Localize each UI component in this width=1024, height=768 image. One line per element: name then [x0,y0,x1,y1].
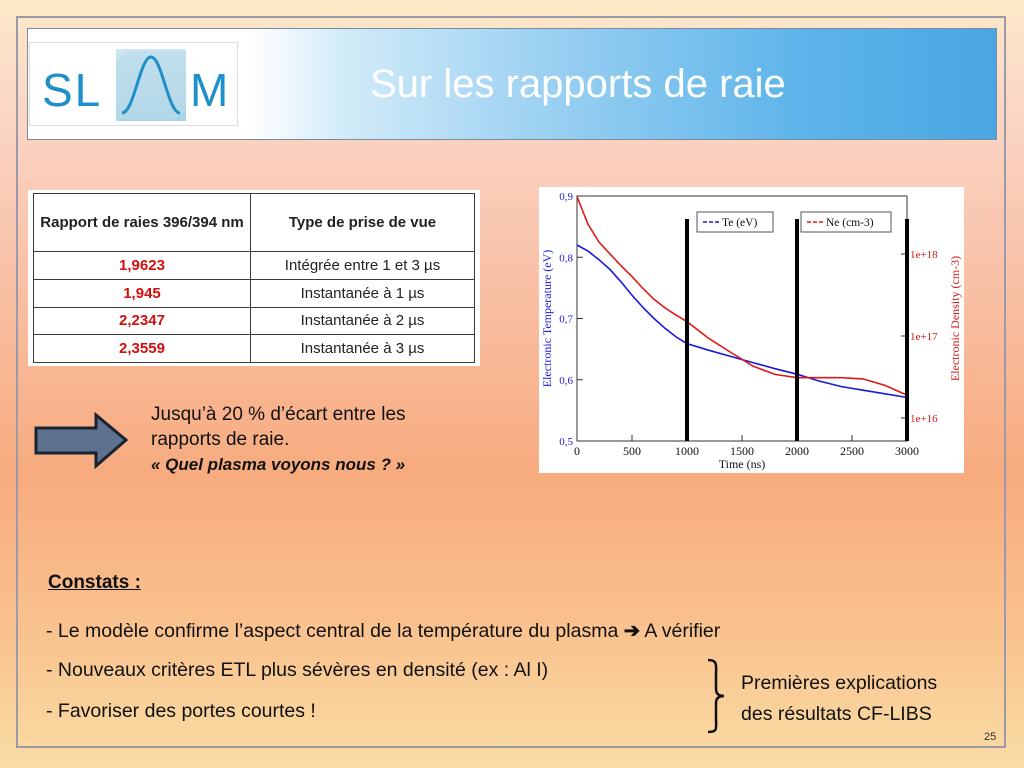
table-cell-ratio: 1,9623 [34,252,251,280]
note-line-1: Jusqu’à 20 % d’écart entre les [151,404,406,425]
x-tick-label: 2500 [840,444,864,458]
note-question: « Quel plasma voyons nous ? » [151,455,406,474]
y2-tick-label: 1e+16 [910,413,938,425]
y-tick-label: 0,6 [559,374,573,387]
slim-logo [29,42,238,126]
right-arrow-icon [34,412,129,470]
right-brace-icon [704,657,730,735]
note-line-2: rapports de raie. [151,429,290,450]
page-number: 25 [984,731,997,743]
y-tick-label: 0,9 [559,191,573,203]
table-header-ratio: Rapport de raies 396/394 nm [34,194,251,252]
series-line [577,245,907,398]
constat-line-1-suffix: A vérifier [644,620,721,642]
constat-line-1 [46,619,720,643]
constat-line-3: - Favoriser des portes courtes ! [46,700,316,722]
legend-label: Ne (cm-3) [826,217,874,229]
x-axis-label: Time (ns) [718,457,766,471]
explanation-line-2: des résultats CF-LIBS [741,703,932,725]
y-tick-label: 0,5 [559,436,573,448]
x-tick-label: 0 [574,444,580,458]
table-cell-ratio: 2,3559 [34,335,251,363]
ratio-note [151,402,406,477]
plot-frame [577,196,907,441]
slide-title: Sur les rapports de raie [370,62,786,106]
x-tick-label: 2000 [785,444,809,458]
y2-tick-label: 1e+17 [910,331,938,343]
arrow-right-icon: ➔ [623,620,641,642]
x-tick-label: 3000 [895,444,919,458]
explanation-text [741,668,937,730]
y2-tick-label: 1e+18 [910,249,938,261]
ratio-table [33,193,475,363]
constat-line-2: - Nouveaux critères ETL plus sévères en densité (ex : Al I) [46,659,549,681]
y-tick-label: 0,7 [559,313,573,326]
logo-cube-icon [116,49,186,121]
explanation-line-1: Premières explications [741,672,938,694]
chart-svg [539,187,964,473]
legend-label: Te (eV) [722,217,758,229]
table-cell-mode: Instantanée à 1 µs [251,279,475,307]
constats-heading: Constats : [48,572,141,593]
ratio-table-panel [28,190,480,366]
table-cell-mode: Instantanée à 2 µs [251,307,475,335]
y2-axis-label: Electronic Density (cm-3) [948,255,962,382]
table-header-mode: Type de prise de vue [251,194,475,252]
table-cell-mode: Instantanée à 3 µs [251,335,475,363]
y-axis-label: Electronic Temperature (eV) [540,249,554,388]
temperature-density-chart [539,187,964,473]
x-tick-label: 1500 [730,444,754,458]
logo-text-right: M [190,64,231,116]
table-cell-ratio: 1,945 [34,279,251,307]
table-cell-mode: Intégrée entre 1 et 3 µs [251,252,475,280]
x-tick-label: 1000 [675,444,699,458]
y-tick-label: 0,8 [559,252,573,265]
x-tick-label: 500 [623,444,641,458]
constat-line-1-text: - Le modèle confirme l’aspect central de la température du plasma [46,620,619,642]
logo-text-left: SL [42,64,103,116]
table-cell-ratio: 2,2347 [34,307,251,335]
